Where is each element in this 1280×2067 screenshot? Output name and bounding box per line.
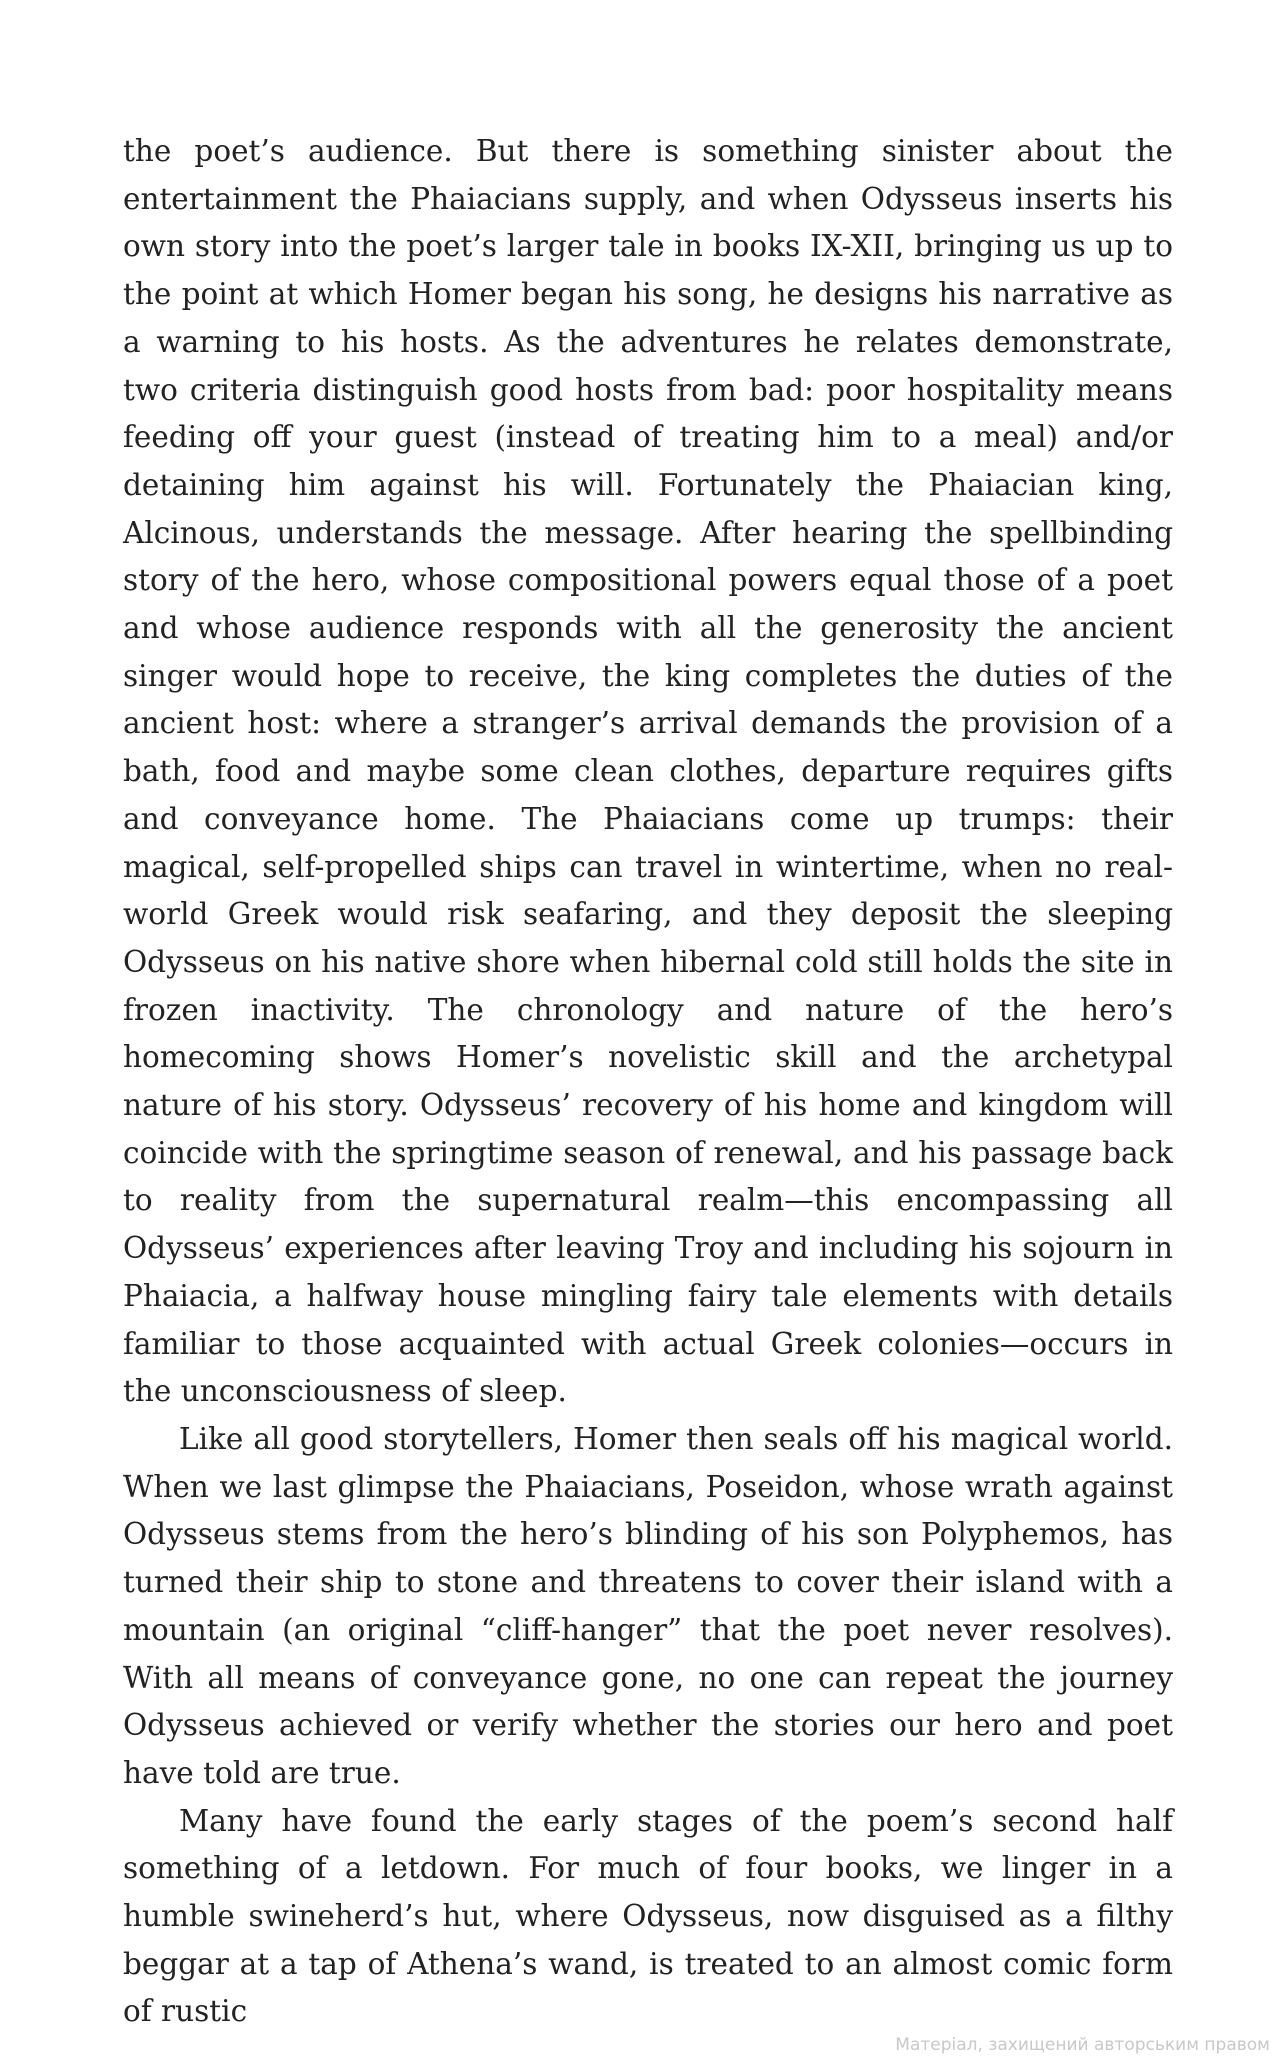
paragraph: the poet’s audience. But there is something sinister about the entertainment the Phaiacians supply, and when Odysseus inserts his own story into the poet’s larger tale in books IX-XII, bringing us up to the point at which Homer began his song, he designs his narrative as a warning to his hosts. As the adventures he relates demonstrate, two criteria distinguish good hosts from bad: poor hospitality means feeding off your guest (instead of treating him to a meal) and/or detaining him against his will. Fortunately the Phaiacian king, Alcinous, understands the message. After hearing the spellbinding story of the hero, whose compositional powers equal those of a poet and whose audience responds with all the generosity the ancient singer would hope to receive, the king completes the duties of the ancient host: where a stranger’s arrival demands the provision of a bath, food and maybe some clean clothes, departure requires gifts and conveyance home. The Phaiacians come up trumps: their magical, self-propelled ships can travel in wintertime, when no real-world Greek would risk seafaring, and they deposit the sleeping Odysseus on his native shore when hibernal cold still holds the site in frozen inactivity. The chronology and nature of the hero’s homecoming shows Homer’s novelistic skill and the archetypal nature of his story. Odysseus’ recovery of his home and kingdom will coincide with the springtime season of renewal, and his passage back to reality from the supernatural realm—this encompassing all Odysseus’ experiences after leaving Troy and including his sojourn in Phaiacia, a halfway house mingling fairy tale elements with details familiar to those acquainted with actual Greek colonies—occurs in the unconsciousness of sleep.: [123, 134, 1173, 1409]
paragraph: Many have found the early stages of the poem’s second half something of a letdown. For much of four books, we linger in a humble swineherd’s hut, where Odysseus, now disguised as a filthy beggar at a tap of Athena’s wand, is treated to an almost comic form of rustic: [123, 1803, 1173, 2029]
paragraph: Like all good storytellers, Homer then seals off his magical world. When we last glimpse the Phaiacians, Poseidon, whose wrath against Odysseus stems from the hero’s blinding of his son Polyphemos, has turned their ship to stone and threatens to cover their island with a mountain (an original “cliff-hanger” that the poet never resolves). With all means of conveyance gone, no one can repeat the journey Odysseus achieved or verify whether the stories our hero and poet have told are true.: [123, 1421, 1173, 1790]
page-body: [123, 128, 1173, 2036]
copyright-watermark: Матеріал, захищений авторським правом: [895, 2035, 1270, 2055]
